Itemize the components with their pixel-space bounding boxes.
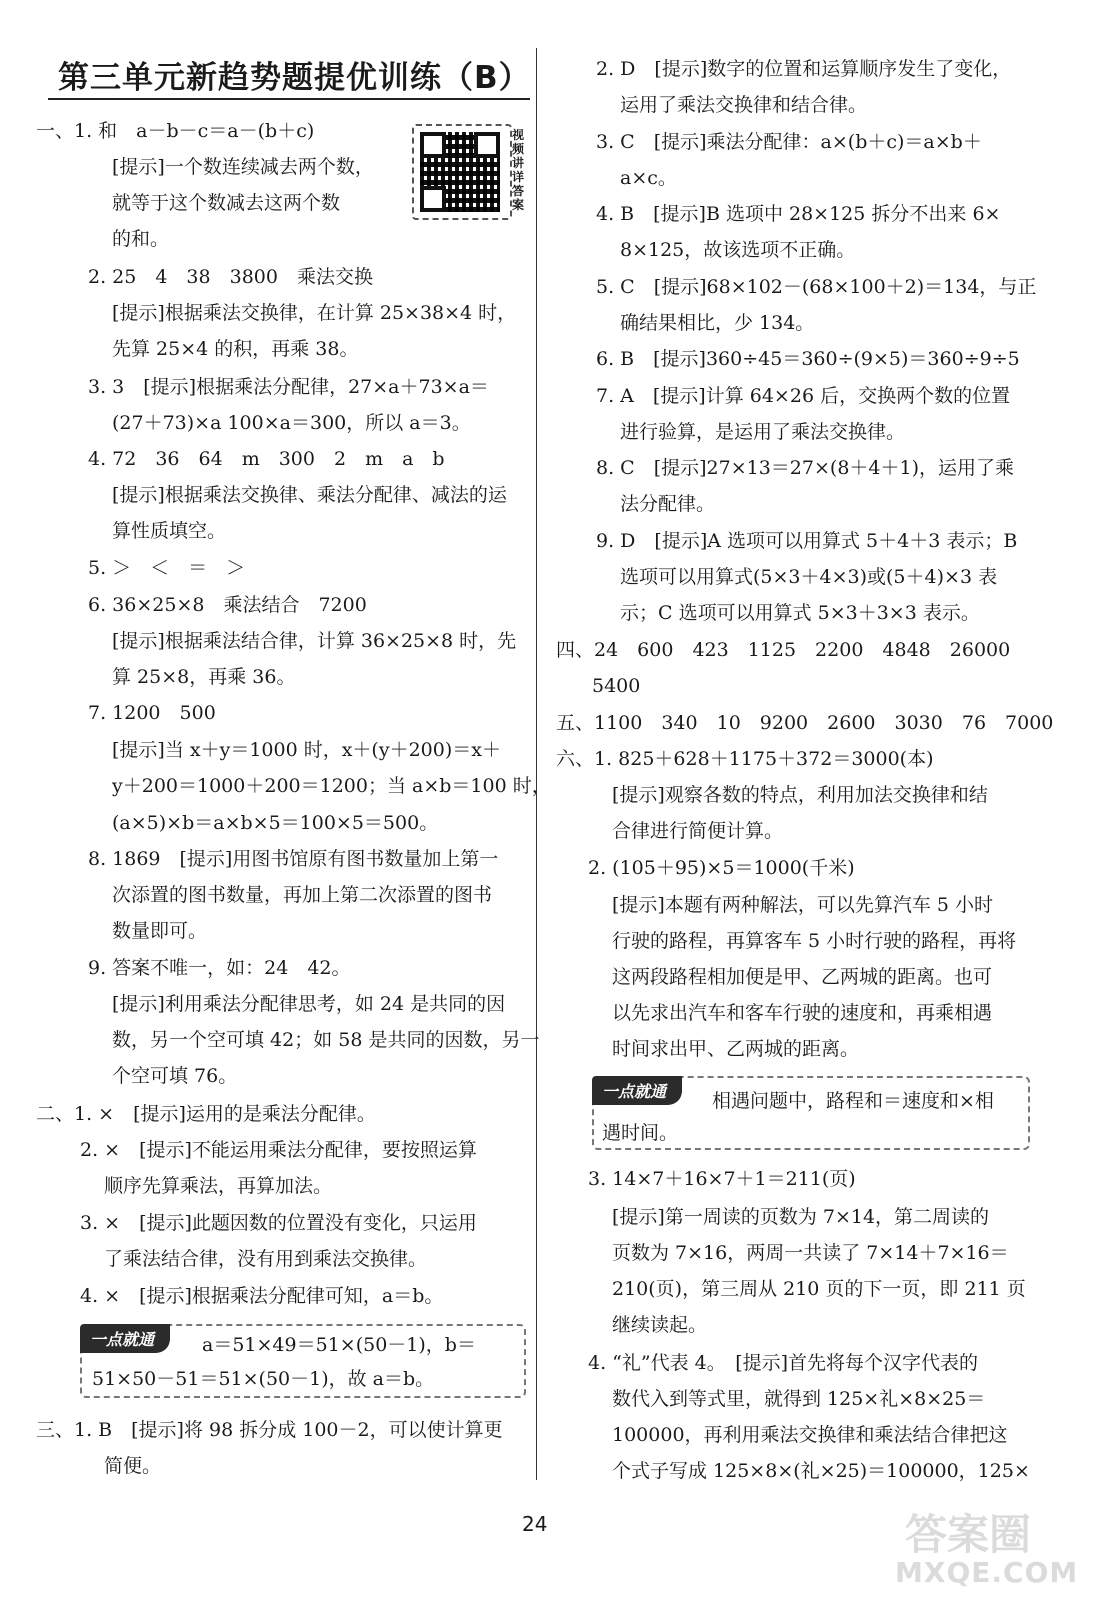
hint-line: 8×125，故该选项不正确。: [620, 239, 856, 261]
hint-line: 继续读起。: [612, 1314, 708, 1336]
hint-line: a×c。: [620, 167, 677, 189]
hint-line: y＋200＝1000＋200＝1200；当 a×b＝100 时，: [112, 775, 551, 797]
answer-line: 6. B [提示]360÷45＝360÷(9×5)＝360÷9÷5: [596, 348, 1020, 370]
tip-tag: 一点就通: [592, 1076, 682, 1105]
qr-finder-icon: [420, 132, 446, 158]
column-divider: [536, 48, 537, 1480]
hint-line: (a×5)×b＝a×b×5＝100×5＝500。: [112, 812, 439, 834]
hint-line: [提示]本题有两种解法，可以先算汽车 5 小时: [612, 894, 993, 916]
answer-line: 7. A [提示]计算 64×26 后，交换两个数的位置: [596, 385, 1011, 407]
hint-line: [提示]利用乘法分配律思考，如 24 是共同的因: [112, 993, 506, 1015]
tip-box: [80, 1324, 526, 1398]
watermark-logo: [895, 1498, 1079, 1593]
hint-line: 数量即可。: [112, 920, 208, 942]
hint-line: 页数为 7×16，两周一共读了 7×14＋7×16＝: [612, 1242, 1009, 1264]
hint-line: 次添置的图书数量，再加上第二次添置的图书: [112, 884, 493, 906]
tip-line: 相遇问题中，路程和＝速度和×相: [712, 1090, 994, 1112]
hint-line: [提示]根据乘法交换律、乘法分配律、减法的运: [112, 484, 507, 506]
hint-line: 了乘法结合律，没有用到乘法交换律。: [104, 1248, 428, 1270]
hint-line: 法分配律。: [620, 493, 716, 515]
hint-line: [提示]观察各数的特点，利用加法交换律和结: [612, 784, 988, 806]
watermark-url: MXQE.COM: [895, 1556, 1079, 1589]
qr-finder-icon: [420, 186, 446, 212]
hint-line: 数，另一个空可填 42；如 58 是共同的因数，另一: [112, 1029, 540, 1051]
answer-line: 9. D [提示]A 选项可以用算式 5＋4＋3 表示；B: [596, 530, 1018, 552]
answer-line: 4. “礼”代表 4。 [提示]首先将每个汉字代表的: [588, 1352, 979, 1374]
answer-line: 五、1100 340 10 9200 2600 3030 76 7000: [556, 712, 1054, 734]
answer-line: 7. 1200 500: [88, 702, 216, 724]
hint-line: [提示]第一周读的页数为 7×14，第二周读的: [612, 1206, 990, 1228]
answer-line: 8. C [提示]27×13＝27×(8＋4＋1)，运用了乘: [596, 457, 1014, 479]
answer-line: 8. 1869 [提示]用图书馆原有图书数量加上第一: [88, 848, 499, 870]
hint-line: 选项可以用算式(5×3＋4×3)或(5＋4)×3 表: [620, 566, 998, 588]
hint-line: 的和。: [112, 228, 170, 250]
tip-tag: 一点就通: [80, 1324, 170, 1353]
answer-line: 6. 36×25×8 乘法结合 7200: [88, 594, 367, 616]
answer-line: 2. (105＋95)×5＝1000(千米): [588, 857, 855, 879]
answer-line: 4. B [提示]B 选项中 28×125 拆分不出来 6×: [596, 203, 1001, 225]
hint-line: 顺序先算乘法，再算加法。: [104, 1175, 333, 1197]
hint-line: 简便。: [104, 1455, 162, 1477]
answer-line: 一、1. 和 a－b－c＝a－(b＋c): [36, 120, 315, 142]
title-underline: [48, 98, 530, 100]
answer-line: 3. × [提示]此题因数的位置没有变化，只运用: [80, 1212, 477, 1234]
hint-line: 就等于这个数减去这两个数: [112, 192, 341, 214]
answer-line: 三、1. B [提示]将 98 拆分成 100－2，可以使计算更: [36, 1419, 503, 1441]
answer-line: 2. × [提示]不能运用乘法分配律，要按照运算: [80, 1139, 477, 1161]
qr-caption: 视频讲详答案: [512, 128, 525, 212]
tip-box: [592, 1076, 1030, 1150]
hint-line: [提示]根据乘法交换律，在计算 25×38×4 时，: [112, 302, 517, 324]
hint-line: 算 25×8，再乘 36。: [112, 666, 296, 688]
hint-line: 这两段路程相加便是甲、乙两城的距离。也可: [612, 966, 993, 988]
hint-line: 210(页)，第三周从 210 页的下一页，即 211 页: [612, 1278, 1026, 1300]
hint-line: 个式子写成 125×8×(礼×25)＝100000，125×: [612, 1460, 1030, 1482]
hint-line: 算性质填空。: [112, 520, 227, 542]
hint-line: 合律进行简便计算。: [612, 820, 784, 842]
tip-line: a＝51×49＝51×(50－1)，b＝: [202, 1334, 476, 1356]
answer-line: 3. 3 [提示]根据乘法分配律，27×a＋73×a＝: [88, 376, 489, 398]
hint-line: 时间求出甲、乙两城的距离。: [612, 1038, 860, 1060]
answer-line: 2. D [提示]数字的位置和运算顺序发生了变化，: [596, 58, 1012, 80]
qr-finder-icon: [474, 132, 500, 158]
hint-line: 先算 25×4 的积，再乘 38。: [112, 338, 359, 360]
answer-line: 二、1. × [提示]运用的是乘法分配律。: [36, 1103, 376, 1125]
answer-line: 2. 25 4 38 3800 乘法交换: [88, 266, 373, 288]
hint-line: [提示]一个数连续减去两个数，: [112, 156, 374, 178]
hint-line: 确结果相比，少 134。: [620, 312, 815, 334]
hint-line: 数代入到等式里，就得到 125×礼×8×25＝: [612, 1388, 986, 1410]
answer-line: 5. ＞ ＜ ＝ ＞: [88, 557, 246, 579]
tip-line: 51×50－51＝51×(50－1)，故 a＝b。: [92, 1368, 435, 1390]
hint-line: 示；C 选项可以用算式 5×3＋3×3 表示。: [620, 602, 980, 624]
page-number: 24: [522, 1512, 548, 1536]
answer-line: 4. × [提示]根据乘法分配律可知，a＝b。: [80, 1285, 444, 1307]
page-title: 第三单元新趋势题提优训练（B）: [58, 60, 531, 96]
answer-line: 4. 72 36 64 m 300 2 m a b: [88, 448, 445, 470]
hint-line: 运用了乘法交换律和结合律。: [620, 94, 868, 116]
answer-line: 六、1. 825＋628＋1175＋372＝3000(本): [556, 748, 934, 770]
hint-line: (27＋73)×a 100×a＝300，所以 a＝3。: [112, 412, 471, 434]
answer-line: 9. 答案不唯一，如：24 42。: [88, 957, 351, 979]
hint-line: 以先求出汽车和客车行驶的速度和，再乘相遇: [612, 1002, 993, 1024]
hint-line: 个空可填 76。: [112, 1065, 238, 1087]
answer-line: 5. C [提示]68×102－(68×100＋2)＝134，与正: [596, 276, 1037, 298]
hint-line: [提示]根据乘法结合律，计算 36×25×8 时，先: [112, 630, 517, 652]
watermark-text: 答案圈: [905, 1510, 1032, 1559]
hint-line: [提示]当 x＋y＝1000 时，x＋(y＋200)＝x＋: [112, 739, 501, 761]
qr-code-icon[interactable]: [412, 124, 512, 220]
hint-line: 100000，再利用乘法交换律和乘法结合律把这: [612, 1424, 1008, 1446]
hint-line: 行驶的路程，再算客车 5 小时行驶的路程，再将: [612, 930, 1017, 952]
tip-line: 遇时间。: [602, 1122, 679, 1144]
hint-line: 进行验算，是运用了乘法交换律。: [620, 421, 906, 443]
answer-line: 3. 14×7＋16×7＋1＝211(页): [588, 1168, 856, 1190]
answer-line: 3. C [提示]乘法分配律：a×(b＋c)＝a×b＋: [596, 131, 982, 153]
answer-line: 四、24 600 423 1125 2200 4848 26000: [556, 639, 1011, 661]
answer-line: 5400: [592, 675, 641, 697]
